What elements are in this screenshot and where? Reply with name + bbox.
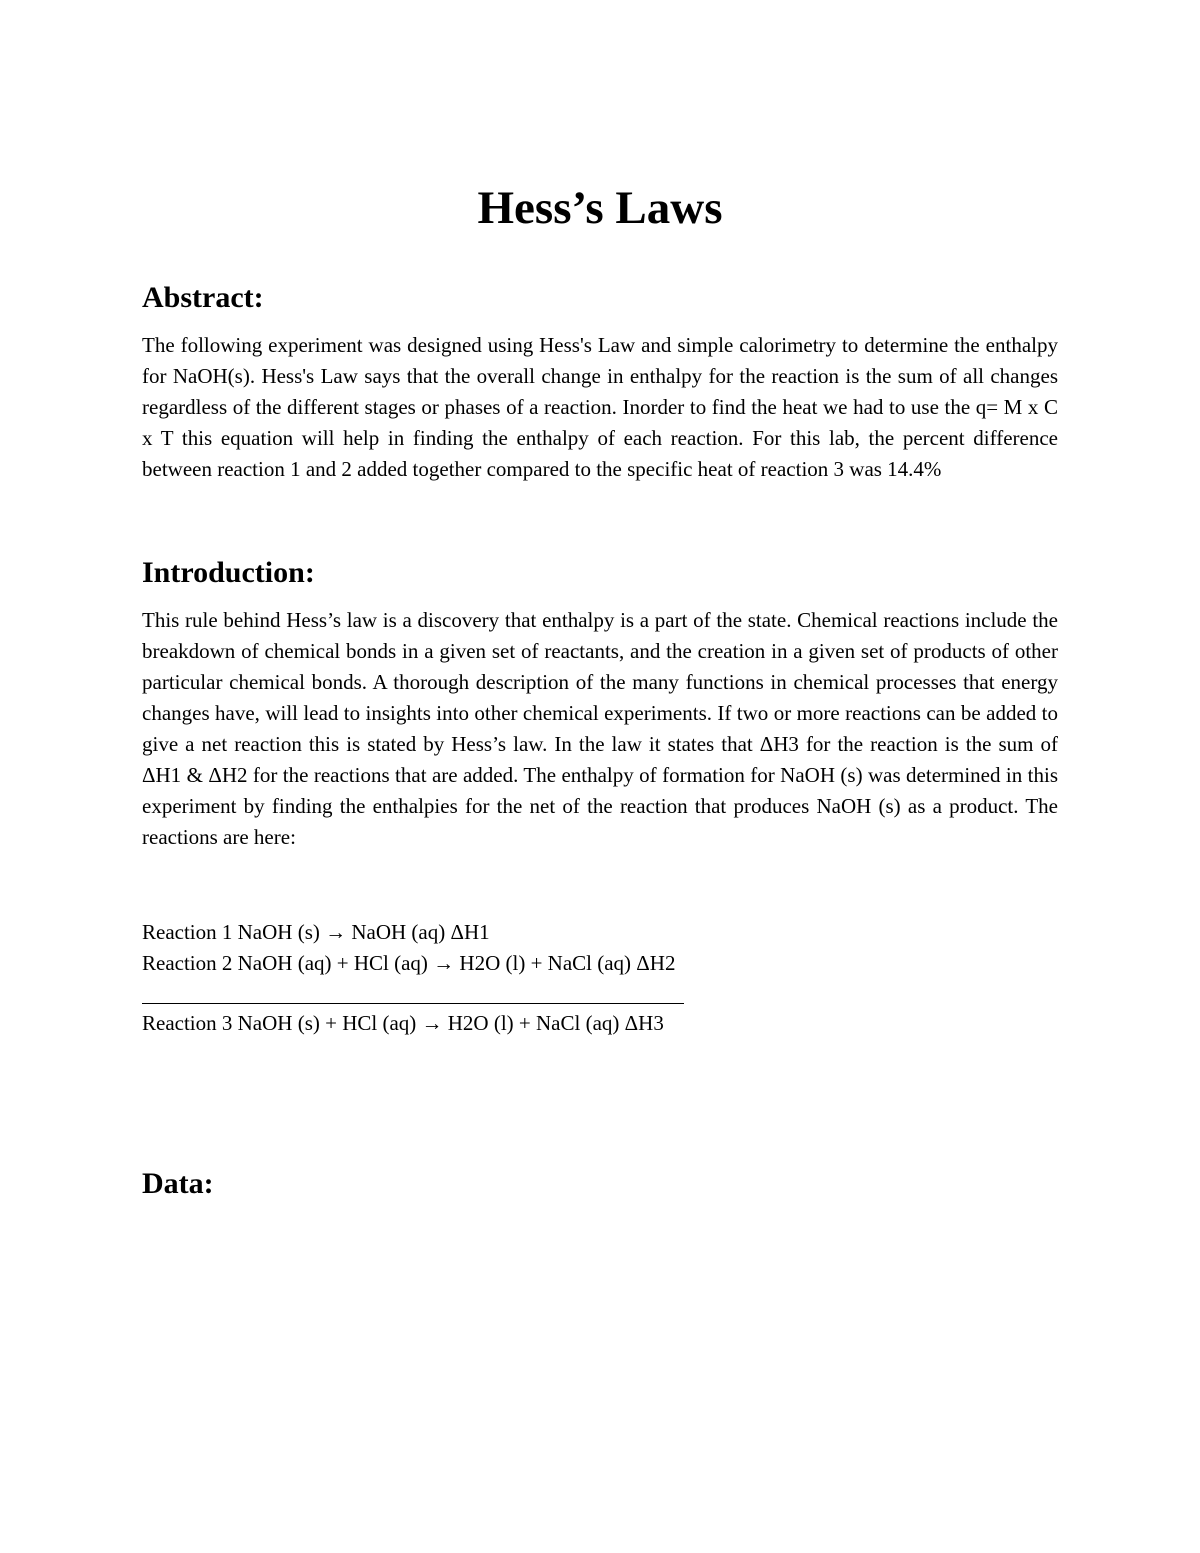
introduction-paragraph: This rule behind Hess’s law is a discovery that enthalpy is a part of the state. Chemical reactions include the breakdown of chemical bonds in a given set of reactants, and the creation in a given set of products of other particular chemical bonds. A thorough description of the many functions in chemical processes that energy changes have, will lead to insights into other chemical experiments. If two or more reactions can be added to give a net reaction this is stated by Hess’s law. In the law it states that ΔH3 for the reaction is the sum of ΔH1 & ΔH2 for the reactions that are added. The enthalpy of formation for NaOH (s) was determined in this experiment by finding the enthalpies for the net of the reaction that produces NaOH (s) as a product. The reactions are here: xyxy=(142,608,1058,849)
sum-divider-line xyxy=(142,1003,684,1004)
reaction-1: Reaction 1 NaOH (s) → NaOH (aq) ΔH1 xyxy=(142,920,490,944)
reaction-2: Reaction 2 NaOH (aq) + HCl (aq) → H2O (l) + NaCl (aq) ΔH2 xyxy=(142,951,676,975)
abstract-paragraph: The following experiment was designed using Hess's Law and simple calorimetry to determine the enthalpy for NaOH(s). Hess's Law says that the overall change in enthalpy for the reaction is the sum of all changes regardless of the different stages or phases of a reaction. Inorder to find the heat we had to use the q= M x C x T this equation will help in finding the enthalpy of each reaction. For this lab, the percent difference between reaction 1 and 2 added together compared to the specific heat of reaction 3 was 14.4% xyxy=(142,333,1058,481)
document-title: Hess’s Laws xyxy=(477,182,723,234)
abstract-heading: Abstract: xyxy=(142,281,264,314)
data-heading: Data: xyxy=(142,1167,214,1200)
introduction-heading: Introduction: xyxy=(142,556,315,589)
reaction-3: Reaction 3 NaOH (s) + HCl (aq) → H2O (l) + NaCl (aq) ΔH3 xyxy=(142,1011,664,1035)
